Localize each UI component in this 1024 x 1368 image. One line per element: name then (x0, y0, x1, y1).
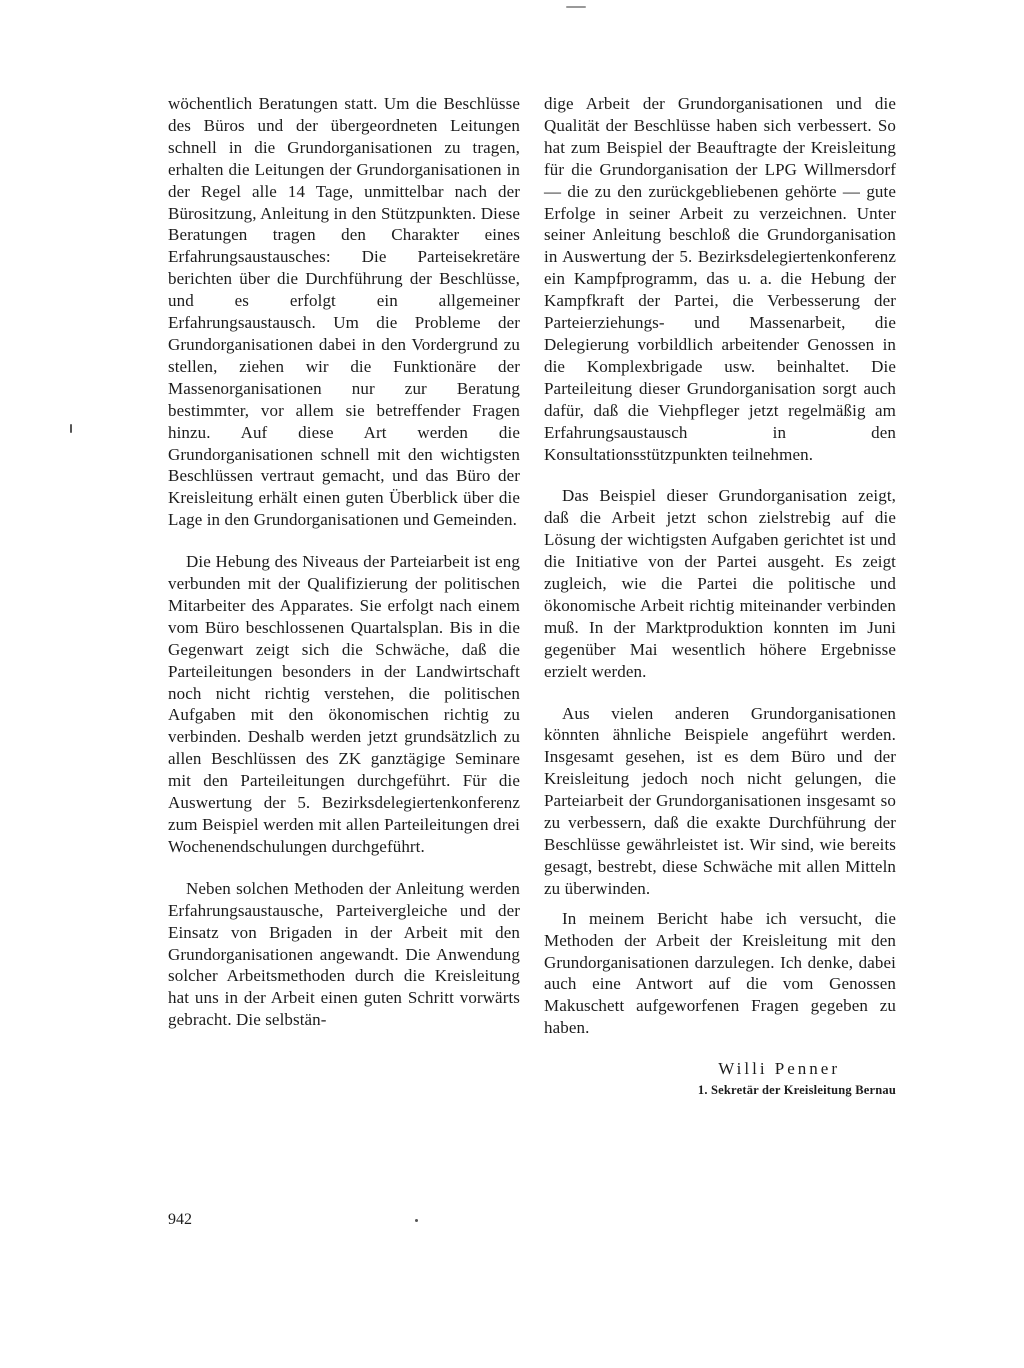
scan-speck (70, 424, 72, 433)
page-number: 942 (168, 1211, 192, 1228)
author-name: Willi Penner (718, 1059, 840, 1079)
author-role: 1. Sekretär der Kreisleitung Bernau (697, 1083, 896, 1098)
paragraph: Das Beispiel dieser Grundorganisation zeigt, daß die Arbeit jetzt schon zielstrebig auf die Lösung der wichtigsten Aufgaben gerichtet ist und die Initiative von der Partei ausgeht. Es zeigt zugleich, wie die Partei die politische und ökonomische Arbeit richtig miteinander verbinden muß. In der Marktproduktion konnten im Juni gegenüber Mai wesentlich höhere Ergebnisse erzielt werden. (544, 486, 896, 681)
paragraph: wöchentlich Beratungen statt. Um die Beschlüsse des Büros und der übergeordneten Leitungen schnell in die Grundorganisationen zu tragen, erhalten die Leitungen der Grundorganisationen in der Regel alle 14 Tage, unmittelbar nach der Bürositzung, Anleitung in den Stützpunkten. Diese Beratungen tragen den Charakter eines Erfahrungsaustausches: Die Parteisekretäre berichten über die Durchführung der Beschlüsse, und es erfolgt ein allgemeiner Erfahrungsaustausch. Um die Probleme der Grundorganisationen dabei in den Vordergrund zu stellen, ziehen wir die Funktionäre der Massenorganisationen nur zur Beratung bestimmter, vor allem sie betreffender Fragen hinzu. Auf diese Art werden die Grundorganisationen schnell mit den wichtigsten Beschlüssen vertraut gemacht, und das Büro der Kreisleitung erhält einen guten Überblick über die Lage in den Grundorganisationen und Gemeinden. (168, 94, 520, 530)
paragraph: Aus vielen anderen Grundorganisationen könnten ähnliche Beispiele angeführt werden. Insgesamt gesehen, ist es dem Büro und der Kreisleitung jedoch noch nicht gelungen, die Parteiarbeit der Grundorganisationen insgesamt so zu verbessern, daß die exakte Durchführung der Beschlüsse gewährleistet ist. Wir sind, wie bereits gesagt, bestrebt, diese Schwäche mit allen Mitteln zu überwinden. (544, 703, 896, 898)
scan-speck (415, 1219, 418, 1222)
paragraph: Die Hebung des Niveaus der Parteiarbeit ist eng verbunden mit der Qualifizierung der politischen Mitarbeiter des Apparates. Sie erfolgt nach einem vom Büro beschlossenen Quartalsplan. Bis in die Gegenwart zeigt sich die Schwäche, daß die Parteileitungen besonders in der Landwirtschaft noch nicht richtig verstehen, die politischen Aufgaben mit den ökonomischen richtig zu verbinden. Deshalb werden jetzt grundsätzlich zu allen Beschlüssen des ZK ganztägige Seminare mit den Parteileitungen durchgeführt. Für die Auswertung der 5. Bezirksdelegiertenkonferenz zum Beispiel werden mit allen Parteileitungen drei Wochenendschulungen durchgeführt. (168, 552, 520, 856)
paragraph: Neben solchen Methoden der Anleitung werden Erfahrungsaustausche, Parteivergleiche und der Einsatz von Brigaden in der Arbeit mit den Grundorganisationen angewandt. Die Anwendung solcher Arbeitsmethoden durch die Kreisleitung hat uns in der Arbeit einen guten Schritt vorwärts gebracht. Die selbstän- (168, 878, 520, 1030)
left-column (168, 93, 520, 1051)
right-column (544, 93, 896, 1098)
paragraph: In meinem Bericht habe ich versucht, die Methoden der Arbeit der Kreisleitung mit den Grundorganisationen darzulegen. Ich denke, dabei auch eine Antwort auf die vom Genossen Makuschett aufgeworfenen Fragen gegeben zu haben. (544, 908, 896, 1038)
paragraph: dige Arbeit der Grundorganisationen und die Qualität der Beschlüsse haben sich verbessert. So hat zum Beispiel der Beauftragte der Kreisleitung für die Grundorganisation der LPG Willmersdorf — die zu den zurückgebliebenen gehörte — gute Erfolge in seiner Arbeit zu verzeichnen. Unter seiner Anleitung beschloß die Grundorganisation in Auswertung der 5. Bezirksdelegiertenkonferenz ein Kampfprogramm, das u. a. die Hebung der Kampfkraft der Partei, die Verbesserung der Parteierziehungs- und Massenarbeit, die Delegierung vorbildlich arbeitender Genossen in die Komplexbrigade usw. beinhaltet. Die Parteileitung dieser Grundorganisation sorgt auch dafür, daß die Viehpfleger jetzt regelmäßig am Erfahrungsaustausch in den Konsultationsstützpunkten teilnehmen. (544, 94, 896, 464)
scan-speck (566, 6, 586, 8)
